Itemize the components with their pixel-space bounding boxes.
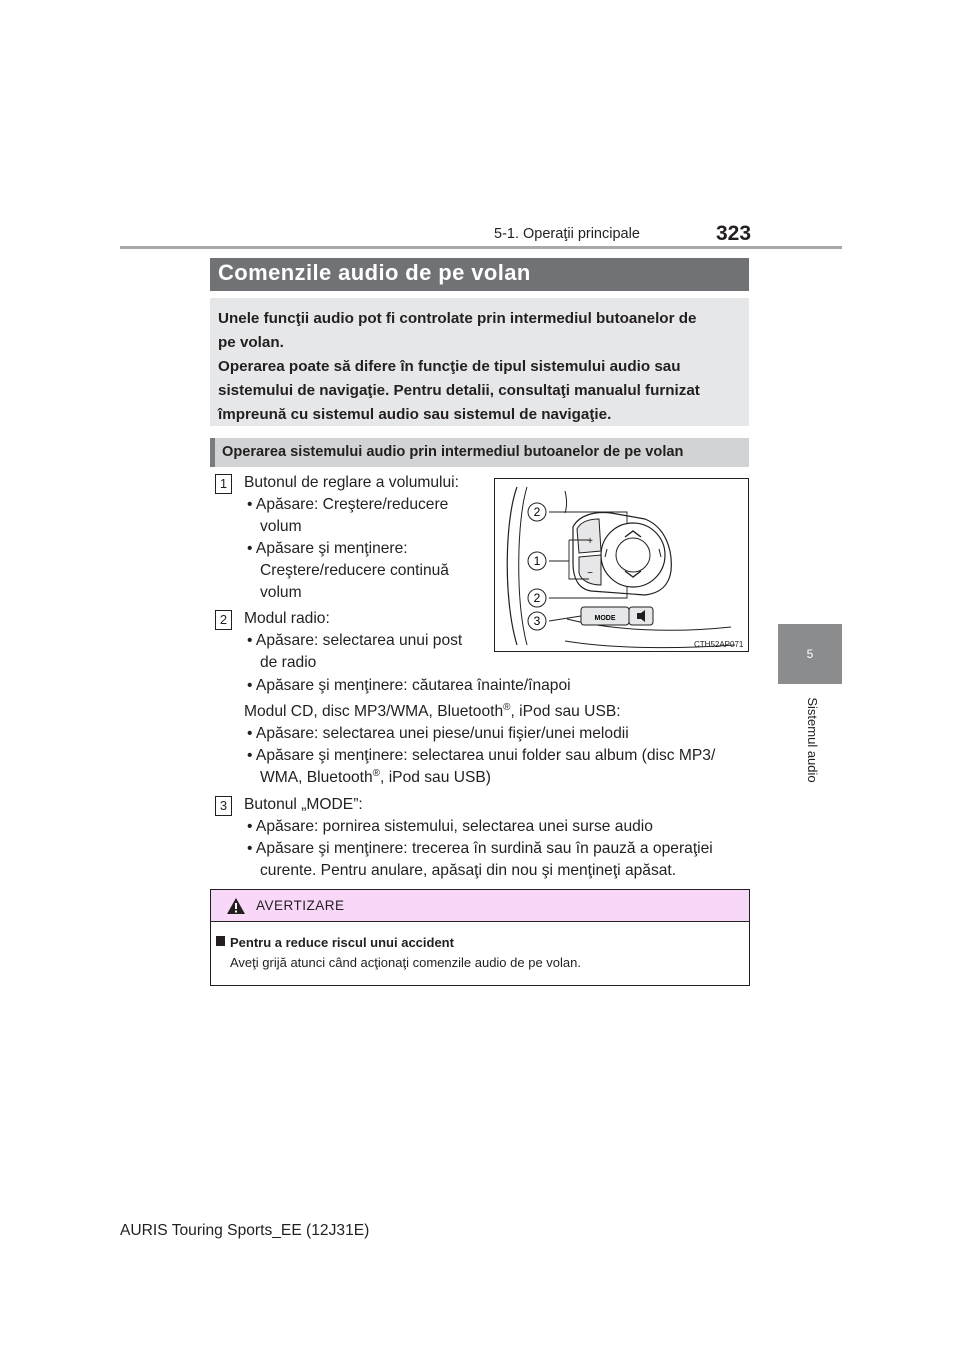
item-subtitle: Modul CD, disc MP3/WMA, Bluetooth®, iPod sau USB:: [244, 702, 621, 720]
bullet: • Apăsare şi menţinere: selectarea unui folder sau album (disc MP3/: [247, 747, 716, 764]
callout-label: 1: [533, 554, 541, 568]
bullet-cont: WMA, Bluetooth®, iPod sau USB): [260, 768, 491, 786]
bullet-cont: Creştere/reducere continuă: [260, 562, 449, 579]
page-title: Comenzile audio de pe volan: [218, 260, 531, 285]
callout-label: 2: [533, 591, 541, 605]
bullet: • Apăsare şi menţinere: trecerea în surdină sau în pauză a operaţiei: [247, 840, 713, 857]
illustration-code: CTH52AP071: [694, 640, 744, 649]
item-number: 3: [215, 796, 232, 816]
bullet: • Apăsare şi menţinere: căutarea înainte/înapoi: [247, 677, 571, 694]
bullet-cont: curente. Pentru anulare, apăsaţi din nou şi menţineţi apăsat.: [260, 862, 677, 879]
svg-text:−: −: [587, 568, 593, 579]
warning-triangle-icon: [226, 897, 246, 915]
bullet: • Apăsare: selectarea unui post: [247, 632, 463, 649]
bullet-cont: de radio: [260, 654, 317, 671]
warning-body: Aveţi grijă atunci când acţionaţi comenzile audio de pe volan.: [230, 955, 581, 970]
warning-title: Pentru a reduce riscul unui accident: [230, 935, 454, 950]
chapter-label: Sistemul audio: [805, 697, 820, 783]
bullet: • Apăsare: Creştere/reducere: [247, 496, 449, 513]
section-title: 5-1. Operaţii principale: [494, 226, 640, 242]
callout-label: 3: [533, 614, 541, 628]
warning-bullet-square: [216, 936, 225, 946]
intro-line: împreună cu sistemul audio sau sistemul de navigaţie.: [218, 406, 612, 423]
page-number: 323: [716, 222, 752, 245]
bullet: • Apăsare şi menţinere:: [247, 540, 408, 557]
mode-button-label: MODE: [594, 615, 616, 622]
bullet: • Apăsare: selectarea unei piese/unui fişier/unei melodii: [247, 725, 629, 742]
intro-line: Operarea poate să difere în funcţie de tipul sistemului audio sau: [218, 358, 681, 375]
chapter-tab: [778, 624, 842, 684]
bullet: • Apăsare: pornirea sistemului, selectarea unei surse audio: [247, 818, 653, 835]
intro-line: Unele funcţii audio pot fi controlate prin intermediul butoanelor de: [218, 310, 697, 327]
footer-model: AURIS Touring Sports_EE (12J31E): [120, 1222, 370, 1239]
warning-label: AVERTIZARE: [256, 898, 345, 913]
item-title: Butonul de reglare a volumului:: [244, 474, 459, 491]
bullet-cont: volum: [260, 584, 302, 601]
callout-label: 2: [533, 505, 541, 519]
chapter-number: 5: [806, 647, 814, 661]
subheading: Operarea sistemului audio prin intermediul butoanelor de pe volan: [222, 444, 684, 460]
intro-line: sistemului de navigaţie. Pentru detalii, consultaţi manualul furnizat: [218, 382, 700, 399]
header-rule: [120, 246, 842, 249]
svg-text:+: +: [587, 536, 593, 547]
steering-wheel-illustration: [494, 478, 749, 652]
intro-line: pe volan.: [218, 334, 284, 351]
item-title: Modul radio:: [244, 610, 330, 627]
item-title: Butonul „MODE”:: [244, 796, 363, 813]
item-number: 2: [215, 610, 232, 630]
steering-wheel-switches-drawing: [495, 479, 748, 651]
bullet-cont: volum: [260, 518, 302, 535]
item-number: 1: [215, 474, 232, 494]
